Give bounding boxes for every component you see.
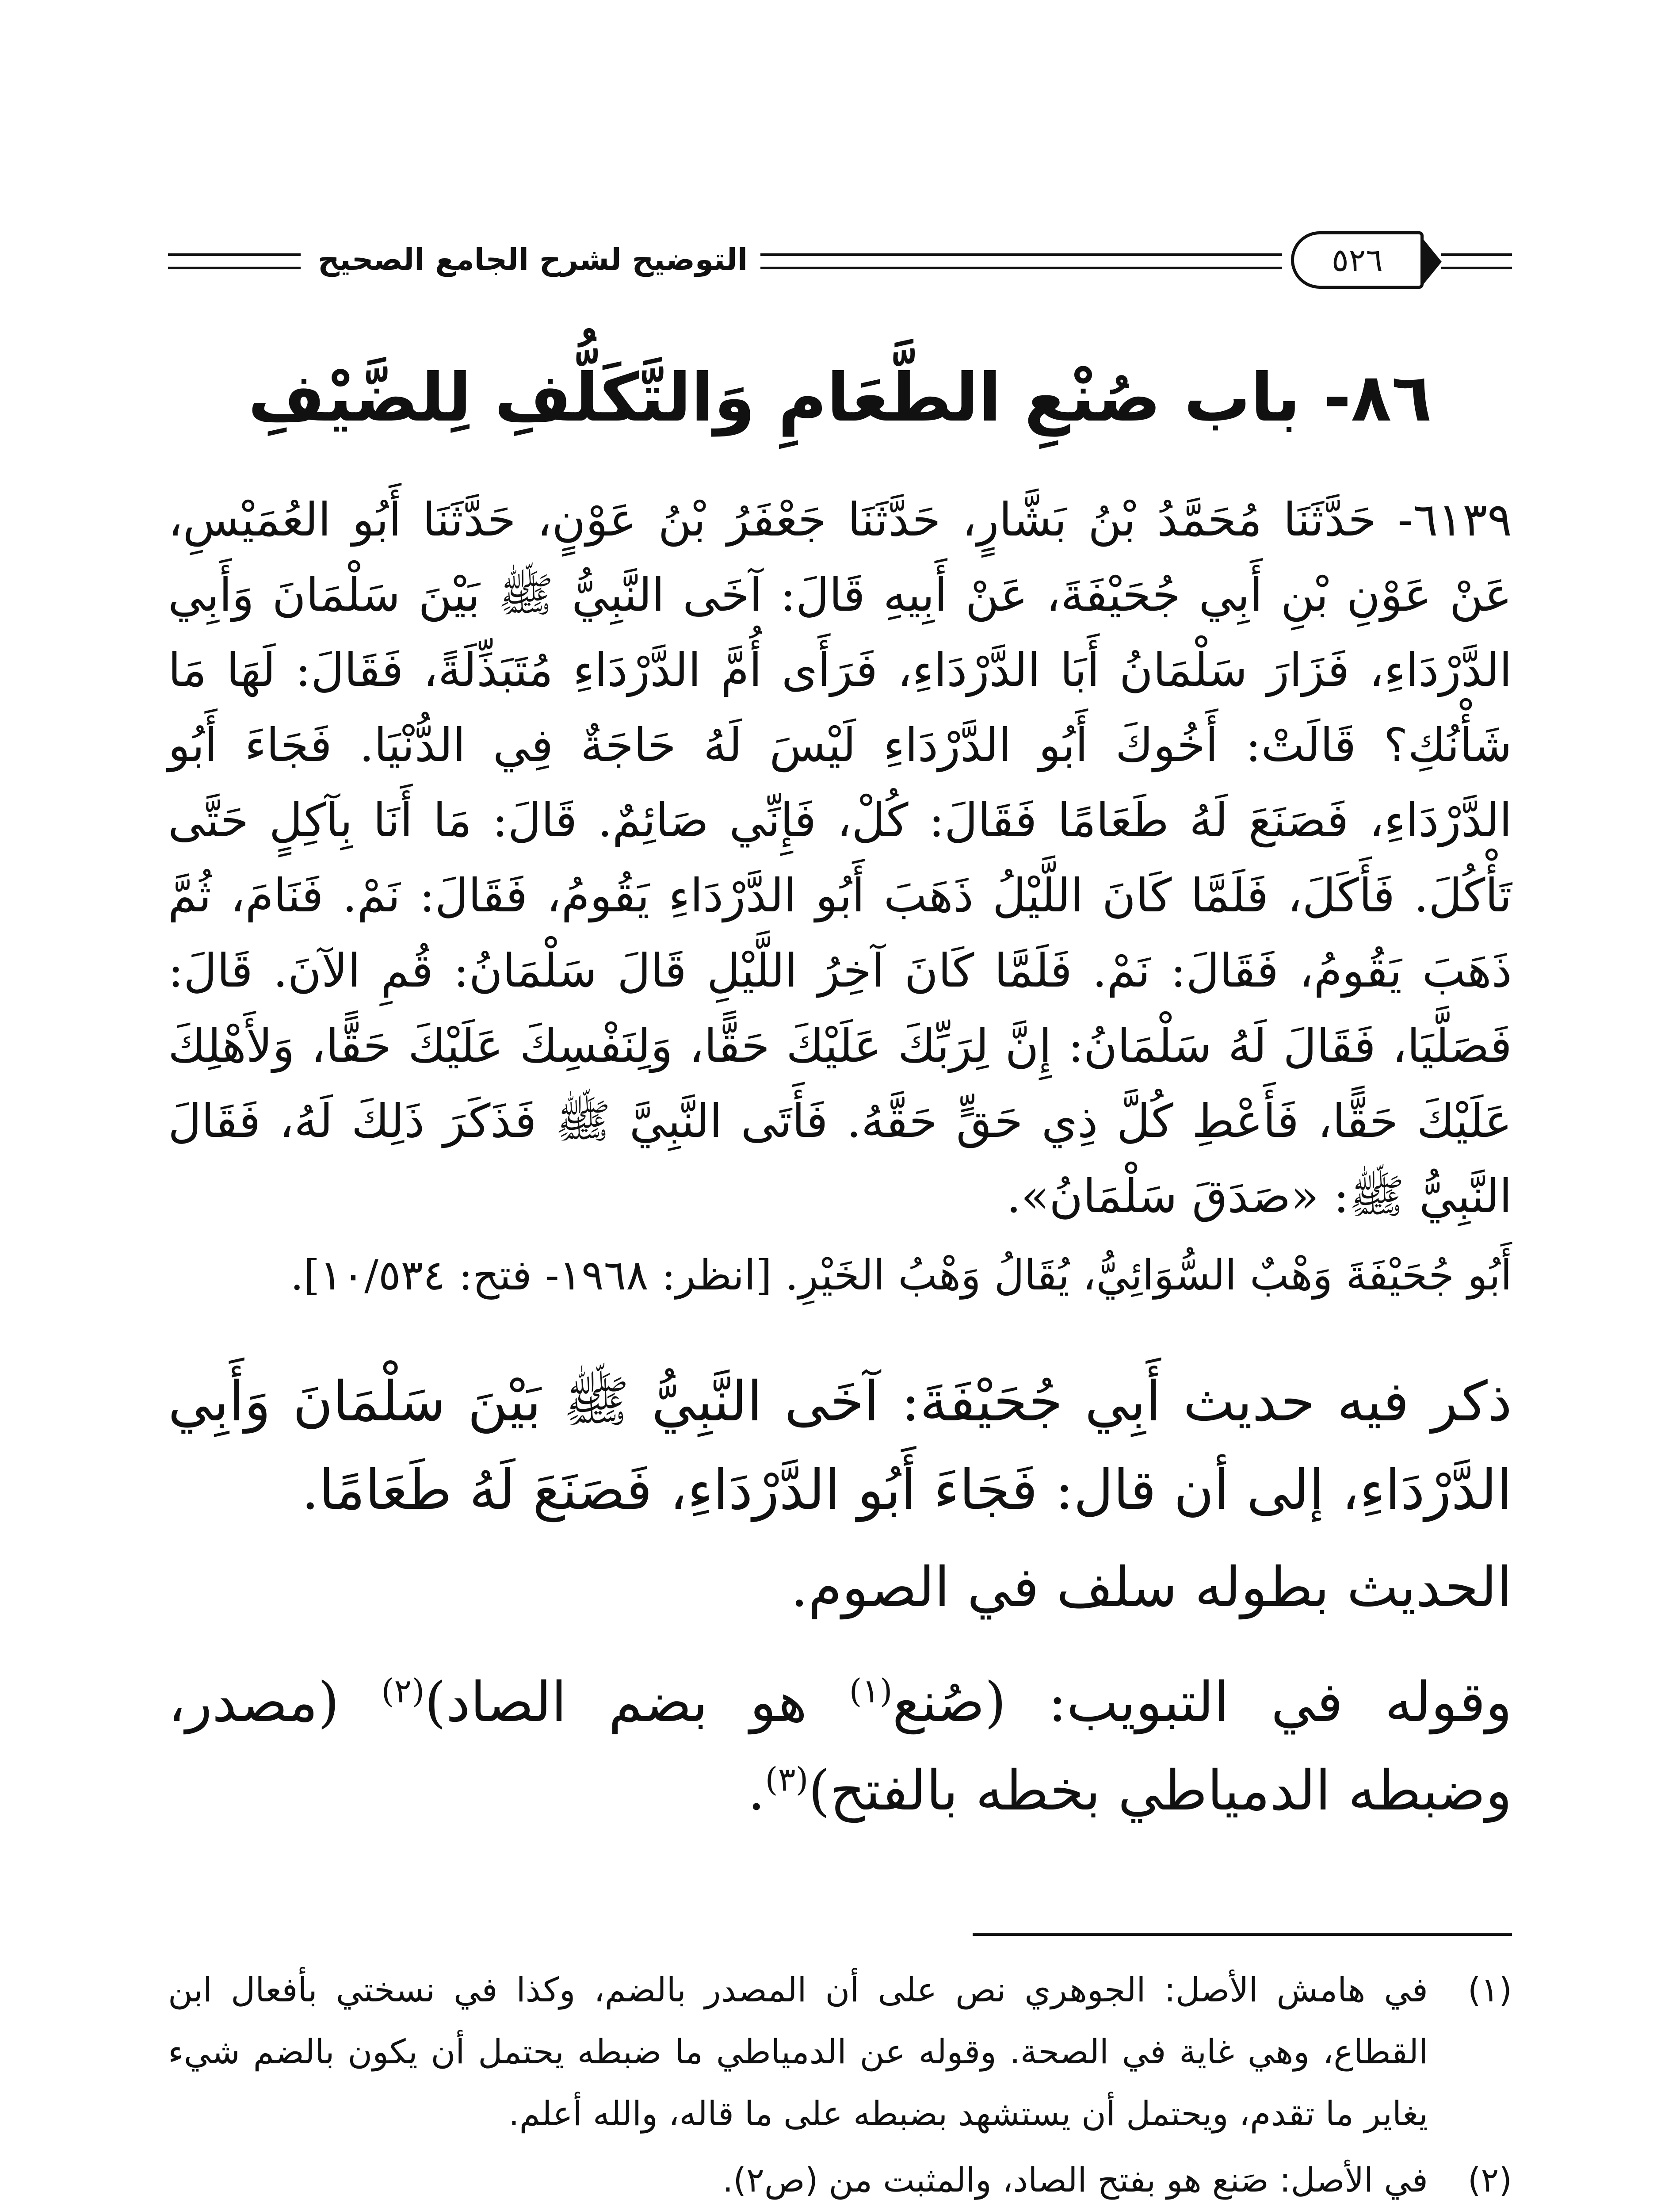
- footnote-text: في الأصل: صَنع هو بفتح الصاد، والمثبت من (ص٢).: [722, 2160, 1428, 2200]
- commentary-text: .: [748, 1759, 765, 1823]
- hadith-text: ٦١٣٩- حَدَّثَنَا مُحَمَّدُ بْنُ بَشَّارٍ، حَدَّثَنَا جَعْفَرُ بْنُ عَوْنٍ، حَدَّثَنَا أَبُو العُمَيْسِ، عَنْ عَوْنِ بْنِ أَبِي جُحَيْفَةَ، عَنْ أَبِيهِ قَالَ: آخَى النَّبِيُّ ﷺ بَيْنَ سَلْمَانَ وَأَبِي الدَّرْدَاءِ، فَزَارَ سَلْمَانُ أَبَا الدَّرْدَاءِ، فَرَأَى أُمَّ الدَّرْدَاءِ مُتَبَذِّلَةً، فَقَالَ: لَهَا مَا شَأْنُكِ؟ قَالَتْ: أَخُوكَ أَبُو الدَّرْدَاءِ لَيْسَ لَهُ حَاجَةٌ فِي الدُّنْيَا. فَجَاءَ أَبُو الدَّرْدَاءِ، فَصَنَعَ لَهُ طَعَامًا فَقَالَ: كُلْ، فَإِنِّي صَائِمٌ. قَالَ: مَا أَنَا بِآكِلٍ حَتَّى تَأْكُلَ. فَأَكَلَ، فَلَمَّا كَانَ اللَّيْلُ ذَهَبَ أَبُو الدَّرْدَاءِ يَقُومُ، فَقَالَ: نَمْ. فَنَامَ، ثُمَّ ذَهَبَ يَقُومُ، فَقَالَ: نَمْ. فَلَمَّا كَانَ آخِرُ اللَّيْلِ قَالَ سَلْمَانُ: قُمِ الآنَ. قَالَ: فَصَلَّيَا، فَقَالَ لَهُ سَلْمَانُ: إِنَّ لِرَبِّكَ عَلَيْكَ حَقًّا، وَلِنَفْسِكَ عَلَيْكَ حَقًّا، وَلأَهْلِكَ عَلَيْكَ حَقًّا، فَأَعْطِ كُلَّ ذِي حَقٍّ حَقَّهُ. فَأَتَى النَّبِيَّ ﷺ فَذَكَرَ ذَلِكَ لَهُ، فَقَالَ النَّبِيُّ ﷺ: «صَدَقَ سَلْمَانُ».: [168, 493, 1512, 1223]
- chapter-title: ٨٦- باب صُنْعِ الطَّعَامِ وَالتَّكَلُّفِ لِلضَّيْفِ: [248, 360, 1432, 436]
- hadith-source-line: أَبُو جُحَيْفَةَ وَهْبٌ السُّوَائِيُّ، يُقَالُ وَهْبُ الخَيْرِ. [انظر: ١٩٦٨- فتح: ١٠/٥٣٤].: [290, 1251, 1512, 1300]
- footnote-1: [168, 1959, 1512, 2145]
- footnote-number: (١): [1467, 1970, 1512, 2009]
- footnote-number: (٢): [1467, 2160, 1512, 2200]
- footnote-ref-1: (١): [849, 1672, 893, 1710]
- header-rule-middle: [760, 253, 1282, 269]
- header-rule-left: [168, 253, 301, 269]
- commentary-text: هو بضم الصاد): [424, 1671, 849, 1734]
- footnote-ref-2: (٢): [381, 1672, 425, 1710]
- footnote-separator: [973, 1933, 1512, 1936]
- commentary-paragraph-3: [168, 1658, 1512, 1835]
- footnotes: [168, 1959, 1512, 2211]
- footnote-ref-3: (٣): [765, 1760, 809, 1799]
- page-number-badge: ٥٢٦: [1291, 231, 1424, 289]
- commentary-text: (مصدر، وضبطه الدمياطي بخطه بالفتح): [168, 1671, 1512, 1823]
- commentary-paragraph-2: الحديث بطوله سلف في الصوم.: [790, 1556, 1512, 1619]
- running-title: التوضيح لشرح الجامع الصحيح: [317, 242, 748, 277]
- commentary-paragraph-1: ذكر فيه حديث أَبِي جُحَيْفَةَ: آخَى النَّبِيُّ ﷺ بَيْنَ سَلْمَانَ وَأَبِي الدَّرْدَاءِ، إلى أن قال: فَجَاءَ أَبُو الدَّرْدَاءِ، فَصَنَعَ لَهُ طَعَامًا.: [168, 1370, 1512, 1522]
- commentary-text: وقوله في التبويب: (صُنع: [892, 1671, 1512, 1734]
- footnote-2: [168, 2149, 1512, 2211]
- footnote-text: في هامش الأصل: الجوهري نص على أن المصدر بالضم، وكذا في نسختي بأفعال ابن القطاع، وهي غاية في الصحة. وقوله عن الدمياطي ما ضبطه يحتمل أن يكون بالضم شيء يغاير ما تقدم، ويحتمل أن يستشهد بضبطه على ما قاله، والله أعلم.: [168, 1970, 1428, 2133]
- header-rule-right: [1441, 253, 1512, 269]
- page-header: [168, 228, 1512, 294]
